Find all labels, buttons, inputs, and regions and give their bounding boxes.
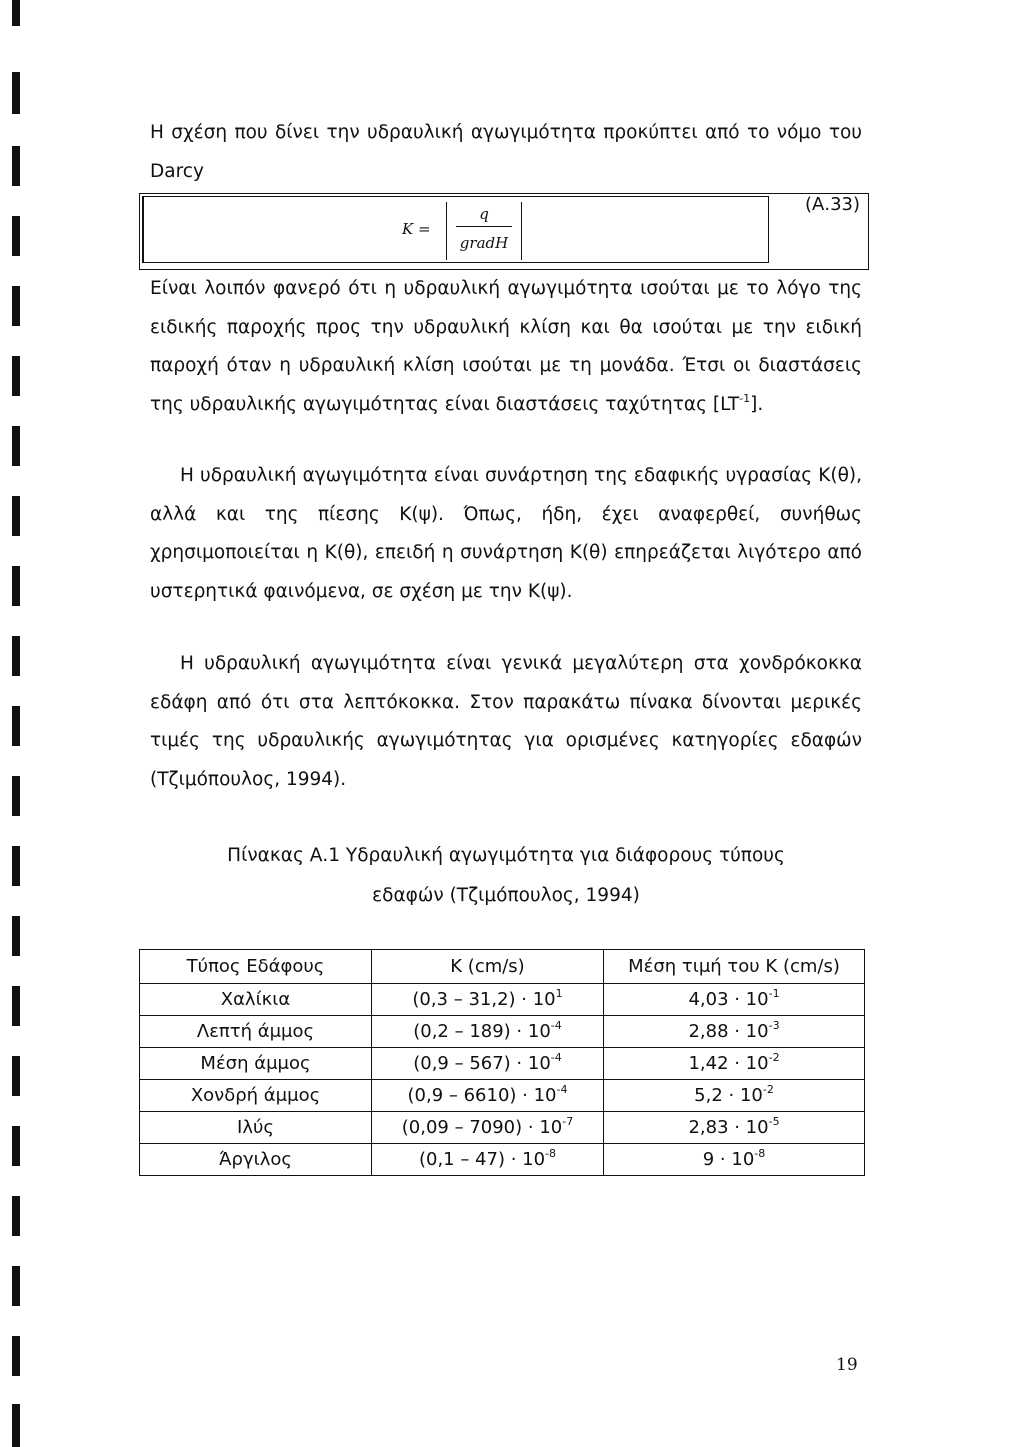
intro-paragraph: Η σχέση που δίνει την υδραυλική αγωγιμότητα προκύπτει από το νόμο του Darcy: [150, 122, 862, 182]
binding-mark: [12, 72, 20, 114]
cell-range: $(0,3 - 31,2) \cdot 10^1$: [372, 984, 604, 1016]
table-caption-line2: εδαφών (Τζιμόπουλος, 1994): [372, 885, 640, 906]
cell-range: $(0,9 - 567) \cdot 10^{-4}$: [372, 1048, 604, 1080]
binding-mark: [12, 146, 20, 186]
moisture-paragraph: Η υδραυλική αγωγιμότητα είναι συνάρτηση της εδαφικής υγρασίας Κ(θ), αλλά και της πίεσης Κ(ψ). Όπως, ήδη, έχει αναφερθεί, συνήθως χρησιμοποιείται η Κ(θ), επειδή η συνάρτηση Κ(θ) επηρεάζεται λιγότερο από υστερητικά φαινόμενα, σε σχέση με την Κ(ψ).: [150, 465, 862, 602]
binding-mark: [12, 1266, 20, 1306]
equation-box: [139, 193, 869, 270]
cell-range: $(0,2 - 189) \cdot 10^{-4}$: [372, 1016, 604, 1048]
equation-numerator: q: [479, 205, 489, 223]
binding-mark: [12, 566, 20, 606]
cell-mean: $9 \cdot 10^{-8}$: [604, 1144, 865, 1176]
table-row: [140, 984, 865, 1016]
header-k-mean: Μέση τιμή του K (cm/s): [604, 950, 865, 984]
binding-mark: [12, 1336, 20, 1376]
dimensions-paragraph: [150, 270, 862, 424]
table-row: [140, 1048, 865, 1080]
table-row: [140, 1112, 865, 1144]
cell-mean: $2,83 \cdot 10^{-5}$: [604, 1112, 865, 1144]
cell-soil: Λεπτή άμμος: [140, 1016, 372, 1048]
equation-denominator: gradH: [459, 234, 509, 252]
binding-mark: [12, 426, 20, 466]
cell-soil: Χαλίκια: [140, 984, 372, 1016]
header-k-range: K (cm/s): [372, 950, 604, 984]
cell-soil: Μέση άμμος: [140, 1048, 372, 1080]
binding-mark: [12, 496, 20, 536]
conductivity-table: [139, 949, 865, 1176]
binding-mark: [12, 356, 20, 396]
binding-mark: [12, 1196, 20, 1236]
cell-range: $(0,09 - 7090) \cdot 10^{-7}$: [372, 1112, 604, 1144]
binding-mark: [12, 1404, 20, 1447]
cell-mean: $4,03 \cdot 10^{-1}$: [604, 984, 865, 1016]
table-row: [140, 1016, 865, 1048]
binding-mark: [12, 916, 20, 956]
binding-mark: [12, 1056, 20, 1096]
page-number: 19: [836, 1355, 858, 1375]
cell-soil: Άργιλος: [140, 1144, 372, 1176]
texture-paragraph: Η υδραυλική αγωγιμότητα είναι γενικά μεγαλύτερη στα χονδρόκοκκα εδάφη από ότι στα λεπτόκοκκα. Στον παρακάτω πίνακα δίνονται μερικές τιμές της υδραυλικής αγωγιμότητας για ορισμένες κατηγορίες εδαφών (Τζιμόπουλος, 1994).: [150, 653, 862, 790]
binding-mark: [12, 776, 20, 816]
table-caption-line1: Πίνακας Α.1 Υδραυλική αγωγιμότητα για διάφορους τύπους: [227, 845, 785, 866]
binding-mark: [12, 706, 20, 746]
binding-mark: [12, 216, 20, 256]
table-caption: [150, 836, 862, 916]
cell-mean: $1,42 \cdot 10^{-2}$: [604, 1048, 865, 1080]
cell-range: $(0,1 - 47) \cdot 10^{-8}$: [372, 1144, 604, 1176]
units-close: ].: [750, 393, 764, 415]
binding-mark: [12, 1126, 20, 1166]
equation-inner-frame: [142, 196, 769, 263]
equation-lhs: K =: [402, 220, 431, 238]
table-row: [140, 1080, 865, 1112]
units-exponent: -1: [739, 391, 751, 405]
cell-range: $(0,9 - 6610) \cdot 10^{-4}$: [372, 1080, 604, 1112]
cell-mean: $2,88 \cdot 10^{-3}$: [604, 1016, 865, 1048]
binding-mark: [12, 636, 20, 676]
binding-mark: [12, 0, 20, 26]
binding-mark: [12, 986, 20, 1026]
table-row: [140, 1144, 865, 1176]
cell-soil: Χονδρή άμμος: [140, 1080, 372, 1112]
cell-mean: $5,2 \cdot 10^{-2}$: [604, 1080, 865, 1112]
table-header-row: [140, 950, 865, 984]
header-soil-type: Τύπος Εδάφους: [140, 950, 372, 984]
binding-mark: [12, 286, 20, 326]
binding-mark: [12, 846, 20, 886]
dimensions-text: Είναι λοιπόν φανερό ότι η υδραυλική αγωγιμότητα ισούται με το λόγο της ειδικής παροχής προς την υδραυλική κλίση και θα ισούται με την ειδική παροχή όταν η υδραυλική κλίση ισούται με τη μονάδα. Έτσι οι διαστάσεις της υδραυλικής αγωγιμότητας είναι διαστάσεις ταχύτητας [LT: [150, 278, 862, 415]
cell-soil: Ιλύς: [140, 1112, 372, 1144]
equation-number: (Α.33): [805, 194, 860, 215]
equation-fraction: [446, 200, 522, 262]
